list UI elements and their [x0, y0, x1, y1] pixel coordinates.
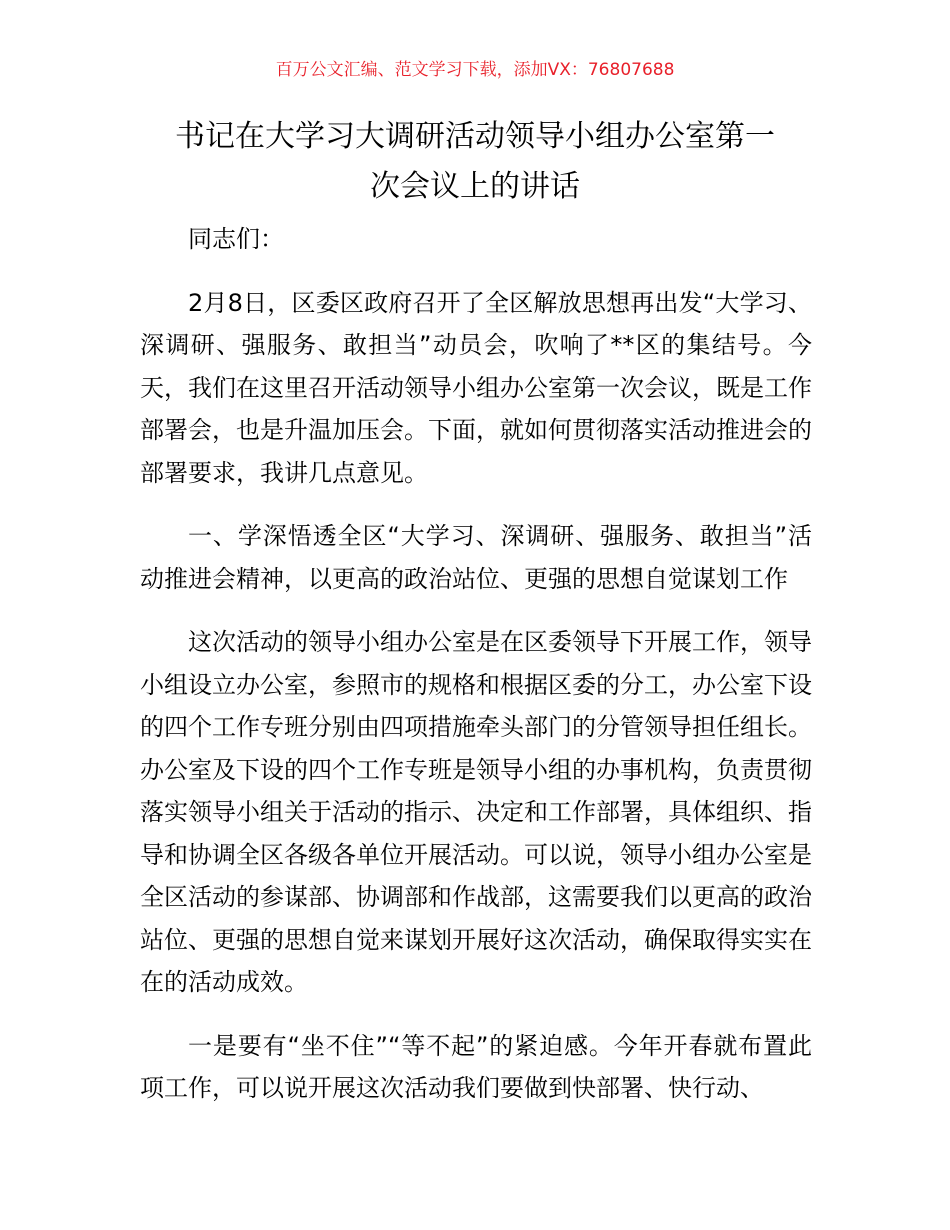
document-body: [140, 218, 812, 1131]
body-paragraph: 2月8日，区委区政府召开了全区解放思想再出发“大学习、深调研、强服务、敢担当”动员会，吹响了**区的集结号。今天，我们在这里召开活动领导小组办公室第一次会议，既是工作部署会，也是升温加压会。下面，就如何贯彻落实活动推进会的部署要求，我讲几点意见。: [140, 288, 812, 487]
document-title: [140, 112, 810, 212]
title-line-2: 次会议上的讲话: [370, 169, 580, 204]
section-heading: 一、学深悟透全区“大学习、深调研、强服务、敢担当”活动推进会精神，以更高的政治站位、更强的思想自觉谋划工作: [140, 522, 812, 593]
body-paragraph: 一是要有“坐不住”“等不起”的紧迫感。今年开春就布置此项工作，可以说开展这次活动我们要做到快部署、快行动、: [140, 1031, 812, 1102]
body-paragraph: 这次活动的领导小组办公室是在区委领导下开展工作，领导小组设立办公室，参照市的规格和根据区委的分工，办公室下设的四个工作专班分别由四项措施牵头部门的分管领导担任组长。办公室及下设的四个工作专班是领导小组的办事机构，负责贯彻落实领导小组关于活动的指示、决定和工作部署，具体组织、指导和协调全区各级各单位开展活动。可以说，领导小组办公室是全区活动的参谋部、协调部和作战部，这需要我们以更高的政治站位、更强的思想自觉来谋划开展好这次活动，确保取得实实在在的活动成效。: [140, 628, 812, 996]
salutation: 同志们：: [188, 225, 284, 253]
title-line-1: 书记在大学习大调研活动领导小组办公室第一: [175, 119, 775, 154]
header-watermark-note: 百万公文汇编、范文学习下载，添加VX：76807688: [275, 60, 675, 80]
